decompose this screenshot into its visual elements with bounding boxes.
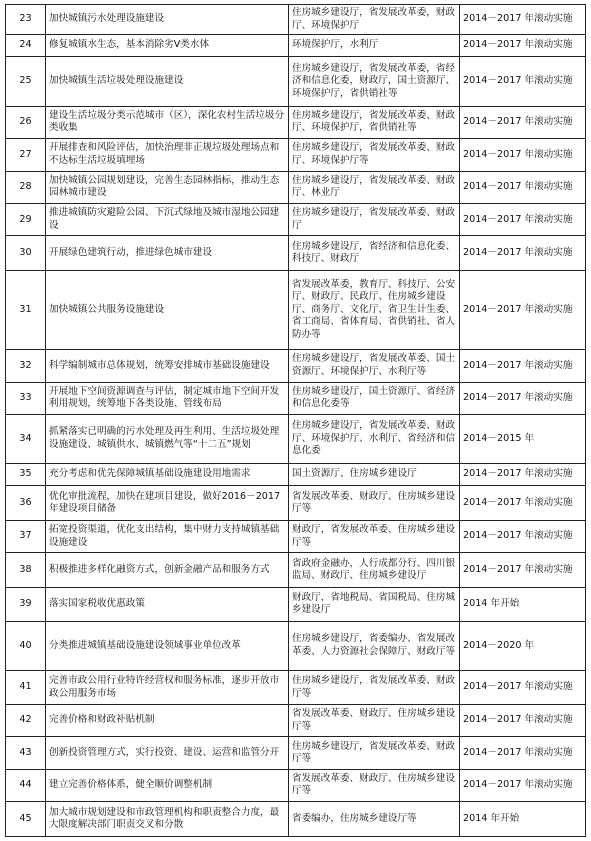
table-row bbox=[6, 106, 586, 138]
table-row bbox=[6, 35, 586, 57]
department-text: 省发展改革委、财政厅、住房城乡建设厅等 bbox=[289, 704, 460, 736]
schedule-text: 2014－2020 年 bbox=[460, 621, 586, 671]
table-row bbox=[6, 621, 586, 671]
department-text: 住房城乡建设厅，省发展改革委，省经济和信息化委，财政厅，国土资源厅、环境保护厅，省供销社等 bbox=[289, 56, 460, 106]
task-text: 推进城镇防灾避险公园、下沉式绿地及城市湿地公园建设 bbox=[46, 204, 289, 236]
department-text: 住房城乡建设厅，省发展改革委、财政厅、环境保护厅等 bbox=[289, 139, 460, 171]
schedule-text: 2014－2017 年滚动实施 bbox=[460, 704, 586, 736]
schedule-text: 2014－2017 年滚动实施 bbox=[460, 56, 586, 106]
table-row bbox=[6, 171, 586, 203]
table-row bbox=[6, 204, 586, 236]
task-text: 落实国家税收优惠政策 bbox=[46, 588, 289, 622]
table-row bbox=[6, 139, 586, 171]
row-number: 25 bbox=[6, 56, 46, 106]
department-text: 住房城乡建设厅，省发展改革委、财政厅等 bbox=[289, 737, 460, 769]
table-row bbox=[6, 802, 586, 837]
task-text: 加快城镇污水处理设施建设 bbox=[46, 5, 289, 35]
table-row bbox=[6, 520, 586, 552]
task-text: 积极推进多样化融资方式，创新金融产品和服务方式 bbox=[46, 553, 289, 588]
row-number: 36 bbox=[6, 486, 46, 521]
department-text: 住房城乡建设厅，省经济和信息化委、科技厅、财政厅 bbox=[289, 236, 460, 271]
department-text: 住房城乡建设厅，省发展改革委、财政厅、环境保护厅、水利厅、省经济和信息化委 bbox=[289, 414, 460, 463]
row-number: 45 bbox=[6, 802, 46, 837]
row-number: 39 bbox=[6, 588, 46, 622]
department-text: 财政厅，省发展改革委、住房城乡建设厅等 bbox=[289, 520, 460, 552]
department-text: 财政厅，省地税局、省国税局、住房城乡建设厅 bbox=[289, 588, 460, 622]
task-table bbox=[5, 4, 586, 837]
table-row bbox=[6, 236, 586, 271]
row-number: 37 bbox=[6, 520, 46, 552]
schedule-text: 2014－2017 年滚动实施 bbox=[460, 236, 586, 271]
table-row bbox=[6, 737, 586, 769]
table-row bbox=[6, 486, 586, 521]
schedule-text: 2014－2017 年滚动实施 bbox=[460, 553, 586, 588]
row-number: 26 bbox=[6, 106, 46, 138]
task-text: 建设生活垃圾分类示范城市（区），深化农村生活垃圾分类收集 bbox=[46, 106, 289, 138]
schedule-text: 2014－2017 年滚动实施 bbox=[460, 520, 586, 552]
schedule-text: 2014－2017 年滚动实施 bbox=[460, 769, 586, 801]
schedule-text: 2014 年开始 bbox=[460, 588, 586, 622]
row-number: 33 bbox=[6, 382, 46, 414]
row-number: 41 bbox=[6, 671, 46, 705]
row-number: 38 bbox=[6, 553, 46, 588]
department-text: 省发展改革委，教育厅、科技厅、公安厅、财政厅、民政厅、住房城乡建设厅、商务厅、文化厅、省卫生计生委、省工商局、省体育局、省供销社、省人防办等 bbox=[289, 271, 460, 350]
table-row bbox=[6, 671, 586, 705]
department-text: 省发展改革委、财政厅、住房城乡建设厅等 bbox=[289, 769, 460, 801]
schedule-text: 2014－2017 年滚动实施 bbox=[460, 139, 586, 171]
schedule-text: 2014－2017 年滚动实施 bbox=[460, 350, 586, 382]
task-text: 完善价格和财政补贴机制 bbox=[46, 704, 289, 736]
row-number: 43 bbox=[6, 737, 46, 769]
schedule-text: 2014－2017 年滚动实施 bbox=[460, 5, 586, 35]
schedule-text: 2014－2017 年滚动实施 bbox=[460, 671, 586, 705]
department-text: 省委编办，住房城乡建设厅等 bbox=[289, 802, 460, 837]
department-text: 住房城乡建设厅，省发展改革委、国土资源厅、环境保护厅、水利厅等 bbox=[289, 350, 460, 382]
row-number: 40 bbox=[6, 621, 46, 671]
table-row bbox=[6, 350, 586, 382]
department-text: 住房城乡建设厅，省委编办、省发展改革委、人力资源社会保障厅、财政厅等 bbox=[289, 621, 460, 671]
task-text: 优化审批流程，加快在建项目建设，做好2016－2017 年建设项目储备 bbox=[46, 486, 289, 521]
department-text: 住房城乡建设厅，省发展改革委、财政厅、环境保护厅，省供销社等 bbox=[289, 106, 460, 138]
row-number: 34 bbox=[6, 414, 46, 463]
department-text: 住房城乡建设厅，省发展改革委，财政厅、环境保护厅 bbox=[289, 5, 460, 35]
table-row bbox=[6, 5, 586, 35]
task-text: 抓紧落实已明确的污水处理及再生利用、生活垃圾处理设施建设、城镇供水、城镇燃气等“十二五”规划 bbox=[46, 414, 289, 463]
task-text: 完善市政公用行业特许经营权和服务标准，逐步开放市政公用服务市场 bbox=[46, 671, 289, 705]
schedule-text: 2014－2017 年滚动实施 bbox=[460, 171, 586, 203]
schedule-text: 2014 年开始 bbox=[460, 802, 586, 837]
task-text: 充分考虑和优先保障城镇基础设施建设用地需求 bbox=[46, 463, 289, 486]
task-text: 分类推进城镇基础设施建设领域事业单位改革 bbox=[46, 621, 289, 671]
table-row bbox=[6, 769, 586, 801]
department-text: 住房城乡建设厅，省发展改革委、财政厅 bbox=[289, 204, 460, 236]
table-row bbox=[6, 463, 586, 486]
task-text: 科学编制城市总体规划，统筹安排城市基础设施建设 bbox=[46, 350, 289, 382]
row-number: 42 bbox=[6, 704, 46, 736]
task-text: 开展绿色建筑行动，推进绿色城市建设 bbox=[46, 236, 289, 271]
row-number: 44 bbox=[6, 769, 46, 801]
task-table-body bbox=[6, 5, 586, 837]
row-number: 29 bbox=[6, 204, 46, 236]
department-text: 住房城乡建设厅，国土资源厅、省经济和信息化委等 bbox=[289, 382, 460, 414]
schedule-text: 2014－2017 年滚动实施 bbox=[460, 737, 586, 769]
row-number: 32 bbox=[6, 350, 46, 382]
schedule-text: 2014－2017 年滚动实施 bbox=[460, 486, 586, 521]
task-text: 加大城市规划建设和市政管理机构和职责整合力度，最大限度解决部门职责交叉和分散 bbox=[46, 802, 289, 837]
task-text: 拓宽投资渠道，优化支出结构，集中财力支持城镇基础设施建设 bbox=[46, 520, 289, 552]
row-number: 30 bbox=[6, 236, 46, 271]
department-text: 住房城乡建设厅，省发展改革委、财政厅、林业厅 bbox=[289, 171, 460, 203]
schedule-text: 2014－2017 年滚动实施 bbox=[460, 271, 586, 350]
department-text: 省发展改革委、财政厅、住房城乡建设厅等 bbox=[289, 486, 460, 521]
department-text: 省政府金融办，人行成都分行、四川银监局、财政厅、住房城乡建设厅 bbox=[289, 553, 460, 588]
schedule-text: 2014－2017 年滚动实施 bbox=[460, 463, 586, 486]
schedule-text: 2014－2015 年 bbox=[460, 414, 586, 463]
row-number: 31 bbox=[6, 271, 46, 350]
task-text: 加快城镇生活垃圾处理设施建设 bbox=[46, 56, 289, 106]
department-text: 环境保护厅，水利厅 bbox=[289, 35, 460, 57]
table-row bbox=[6, 382, 586, 414]
row-number: 28 bbox=[6, 171, 46, 203]
table-row bbox=[6, 271, 586, 350]
schedule-text: 2014－2017 年滚动实施 bbox=[460, 382, 586, 414]
row-number: 23 bbox=[6, 5, 46, 35]
task-text: 开展排查和风险评估，加快治理非正规垃圾处理场点和不达标生活垃圾填埋场 bbox=[46, 139, 289, 171]
task-text: 创新投资管理方式，实行投资、建设、运营和监管分开 bbox=[46, 737, 289, 769]
row-number: 27 bbox=[6, 139, 46, 171]
department-text: 国土资源厅、住房城乡建设厅 bbox=[289, 463, 460, 486]
task-text: 加快城镇公园规划建设，完善生态园林指标，推动生态园林城市建设 bbox=[46, 171, 289, 203]
schedule-text: 2014－2017 年滚动实施 bbox=[460, 106, 586, 138]
table-row bbox=[6, 553, 586, 588]
row-number: 24 bbox=[6, 35, 46, 57]
task-text: 开展地下空间资源调查与评估，制定城市地下空间开发利用规划，统筹地下各类设施、管线布局 bbox=[46, 382, 289, 414]
task-text: 修复城镇水生态，基本消除劣Ⅴ类水体 bbox=[46, 35, 289, 57]
task-text: 建立完善价格体系，健全顺价调整机制 bbox=[46, 769, 289, 801]
department-text: 住房城乡建设厅，省发展改革委、财政厅等 bbox=[289, 671, 460, 705]
row-number: 35 bbox=[6, 463, 46, 486]
table-row bbox=[6, 588, 586, 622]
table-row bbox=[6, 56, 586, 106]
table-row bbox=[6, 704, 586, 736]
schedule-text: 2014－2017 年滚动实施 bbox=[460, 35, 586, 57]
task-text: 加快城镇公共服务设施建设 bbox=[46, 271, 289, 350]
table-row bbox=[6, 414, 586, 463]
schedule-text: 2014－2017 年滚动实施 bbox=[460, 204, 586, 236]
